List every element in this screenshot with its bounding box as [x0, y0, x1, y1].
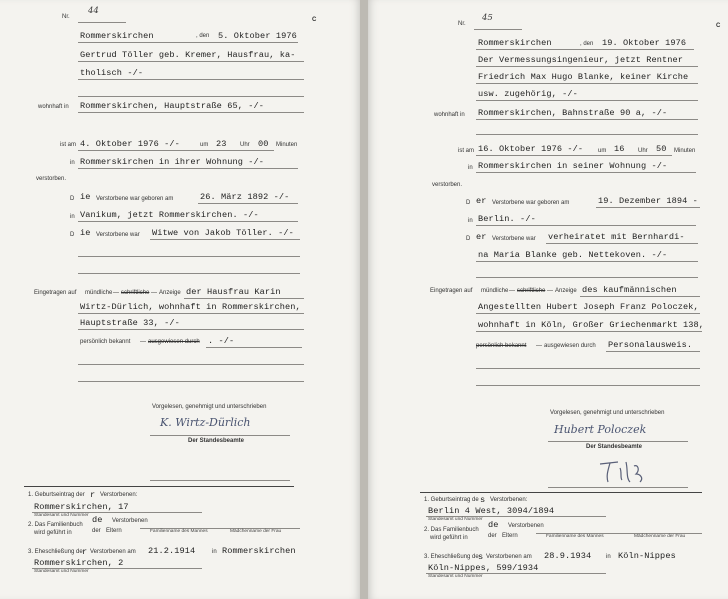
- eingetragen-label: Eingetragen auf: [34, 290, 77, 296]
- rule: [476, 385, 700, 386]
- geboren-label: Verstorbene war geboren am: [492, 200, 570, 206]
- um-label: um: [200, 142, 209, 148]
- family-book-der: der: [92, 528, 101, 534]
- rule: [546, 243, 698, 244]
- informant-signature: Hubert Poloczek: [554, 423, 647, 436]
- verstorben-label: verstorben.: [36, 176, 67, 182]
- rule: [78, 168, 298, 169]
- rule: [78, 112, 304, 113]
- birth-register: Rommerskirchen, 17: [34, 502, 129, 512]
- record-number: 44: [88, 6, 99, 16]
- rule: [476, 49, 694, 50]
- rule: [150, 239, 300, 240]
- rule: [198, 203, 298, 204]
- rule: [476, 100, 698, 101]
- d-fill: ie: [80, 228, 91, 238]
- informant-line-3: Hauptstraße 33, -/-: [80, 318, 180, 328]
- form-type-mark: C: [312, 17, 317, 23]
- marital-status-line-2: na Maria Blanke geb. Nettekoven. -/-: [478, 250, 668, 260]
- war-label: Verstorbene war: [492, 236, 536, 242]
- birth-register-fill: s: [480, 495, 486, 505]
- family-book-label-b: wird geführt in: [430, 535, 468, 541]
- bekannt-label: persönlich bekannt: [80, 339, 131, 345]
- marriage-label: 3. Eheschließung de: [28, 549, 83, 555]
- wohnhaft-label: wohnhaft in: [38, 104, 69, 110]
- footer-divider: [24, 486, 294, 487]
- minuten-label: Minuten: [276, 142, 298, 148]
- rule: [476, 331, 702, 332]
- informant-line-3: wohnhaft in Köln, Großer Griechenmarkt 138,: [478, 320, 705, 330]
- marriage-verstorbenen: Verstorbenen am: [90, 549, 136, 555]
- family-book-verstorbenen: Verstorbenen: [112, 518, 148, 524]
- right-record-page: [368, 0, 728, 599]
- marriage-date: 28.9.1934: [544, 551, 592, 561]
- rule: [78, 42, 298, 43]
- rule: [78, 273, 300, 274]
- rule: [476, 225, 696, 226]
- signature-line: [150, 480, 290, 481]
- rule: [78, 221, 298, 222]
- rule: [184, 298, 304, 299]
- family-book-de-fill: de: [92, 515, 103, 525]
- dash: —: [536, 343, 542, 349]
- rule: [580, 296, 700, 297]
- marriage-date: 21.2.1914: [148, 546, 196, 556]
- muendliche-label: mündliche: [85, 290, 113, 296]
- marriage-label: 3. Eheschließung de: [424, 554, 479, 560]
- schriftliche-label-struck: schriftliche: [121, 290, 150, 296]
- family-book-de-fill: de: [488, 520, 499, 530]
- ausgewiesen-label: ausgewiesen durch: [544, 343, 596, 349]
- signature-line: [548, 487, 688, 488]
- record-number: 45: [482, 13, 493, 23]
- birth-place: Vanikum, jetzt Rommerskirchen. -/-: [80, 210, 259, 220]
- marital-status-line-1: verheiratet mit Bernhardi-: [548, 232, 685, 242]
- birth-place: Berlin. -/-: [478, 214, 536, 224]
- deceased-line-2: Friedrich Max Hugo Blanke, keiner Kirche: [478, 72, 689, 82]
- dash: —: [140, 339, 146, 345]
- marriage-in: in: [212, 549, 217, 555]
- dash: —: [151, 290, 157, 296]
- marriage-register: Rommerskirchen, 2: [34, 558, 124, 568]
- residence: Rommerskirchen, Bahnstraße 90 a, -/-: [478, 108, 668, 118]
- rule: [476, 261, 698, 262]
- deceased-line-3: usw. zugehörig, -/-: [478, 89, 578, 99]
- informant-line-1: des kaufmännischen: [582, 285, 677, 295]
- vorgelesen-text: Vorgelesen, genehmigt und unterschrieben: [550, 410, 665, 416]
- rule: [78, 364, 304, 365]
- rule: [476, 172, 696, 173]
- standesamt-hint: Standesamt und Nummer: [428, 574, 483, 579]
- standesbeamte-label: Der Standesbeamte: [586, 444, 643, 450]
- family-name-hint: Familienname des Mannes: [150, 529, 208, 534]
- d-fill: er: [476, 232, 487, 242]
- d-prefix: D: [70, 232, 75, 238]
- maiden-name-hint: Mädchenname der Frau: [230, 529, 282, 534]
- d-fill: ie: [80, 192, 91, 202]
- left-record-page: [0, 0, 360, 599]
- in-label: in: [70, 160, 75, 166]
- deceased-line-1: Gertrud Töller geb. Kremer, Hausfrau, ka-: [80, 50, 296, 60]
- footer-divider: [420, 492, 702, 493]
- family-book-der: der: [488, 533, 497, 539]
- dash: —: [547, 288, 553, 294]
- rule: [474, 29, 522, 30]
- schriftliche-label-struck: schriftliche: [517, 288, 546, 294]
- um-label: um: [598, 148, 607, 154]
- death-place: Rommerskirchen in seiner Wohnung -/-: [478, 161, 668, 171]
- bekannt-label-struck: persönlich bekannt: [476, 343, 527, 349]
- war-label: Verstorbene war: [96, 232, 140, 238]
- marriage-fill: r: [82, 547, 88, 557]
- birth-date: 19. Dezember 1894 -: [598, 196, 698, 206]
- family-book-eltern: Eltern: [502, 533, 518, 539]
- rule: [78, 22, 126, 23]
- rule: [476, 368, 700, 369]
- standesamt-hint: Standesamt und Nummer: [34, 569, 89, 574]
- wohnhaft-label: wohnhaft in: [434, 112, 465, 118]
- rule: [476, 155, 672, 156]
- uhr-label: Uhr: [638, 148, 648, 154]
- book-gutter: [360, 0, 368, 599]
- in-label: in: [70, 214, 75, 220]
- den-label: , den: [580, 41, 594, 47]
- family-book-eltern: Eltern: [106, 528, 122, 534]
- marriage-place: Köln-Nippes: [618, 551, 676, 561]
- informant-line-2: Wirtz-Dürlich, wohnhaft in Rommerskirchen,: [80, 302, 301, 312]
- death-date: 16. Oktober 1976 -/-: [478, 144, 584, 154]
- death-minutes: 50: [656, 144, 667, 154]
- marriage-register: Köln-Nippes, 599/1934: [428, 563, 539, 573]
- rule: [78, 79, 304, 80]
- d-prefix: D: [70, 196, 75, 202]
- informant-signature: K. Wirtz-Dürlich: [160, 416, 251, 429]
- rule: [596, 207, 700, 208]
- marriage-verstorbenen: Verstorbenen am: [486, 554, 532, 560]
- rule: [78, 381, 304, 382]
- muendliche-label: mündliche: [481, 288, 509, 294]
- rule: [476, 66, 698, 67]
- uhr-label: Uhr: [240, 142, 250, 148]
- record-number-label: Nr.: [458, 21, 466, 27]
- signature-line: [150, 435, 290, 436]
- rule: [476, 134, 698, 135]
- rule: [78, 96, 304, 97]
- eingetragen-label: Eingetragen auf: [430, 288, 473, 294]
- birth-register-suffix: Verstorbenen:: [490, 497, 528, 503]
- family-book-label: 2. Das Familienbuch: [424, 527, 479, 533]
- vorgelesen-text: Vorgelesen, genehmigt und unterschrieben: [152, 404, 267, 410]
- rule: [78, 313, 304, 314]
- family-name-hint: Familienname des Mannes: [546, 534, 604, 539]
- rule: [78, 150, 274, 151]
- deceased-line-1: Der Vermessungsingenieur, jetzt Rentner: [478, 55, 684, 65]
- ist-am-label: ist am: [458, 148, 475, 154]
- registrar-signature-mark: [596, 456, 656, 486]
- identification: . -/-: [208, 336, 235, 346]
- rule: [78, 61, 304, 62]
- verstorben-label: verstorben.: [432, 182, 463, 188]
- rule: [606, 351, 700, 352]
- rule: [78, 329, 304, 330]
- standesamt-hint: Standesamt und Nummer: [34, 513, 89, 518]
- family-book-label: 2. Das Familienbuch: [28, 522, 83, 528]
- marital-status: Witwe von Jakob Töller. -/-: [152, 228, 294, 238]
- dash: —: [509, 288, 515, 294]
- standesbeamte-label: Der Standesbeamte: [188, 438, 245, 444]
- birth-register-label: 1. Geburtseintrag de: [424, 497, 479, 503]
- rule: [476, 119, 698, 120]
- informant-line-2: Angestellten Hubert Joseph Franz Poloczek,: [478, 302, 699, 312]
- marriage-place: Rommerskirchen: [222, 546, 296, 556]
- marriage-fill: s: [478, 552, 484, 562]
- d-prefix: D: [466, 200, 471, 206]
- rule: [206, 347, 302, 348]
- in-label: in: [468, 165, 473, 171]
- ist-am-label: ist am: [60, 142, 77, 148]
- birth-register-fill: r: [90, 490, 96, 500]
- standesamt-hint: Standesamt und Nummer: [428, 517, 483, 522]
- birth-register-label: 1. Geburtseintrag der: [28, 492, 85, 498]
- rule: [476, 277, 698, 278]
- anzeige-label: Anzeige: [555, 288, 577, 294]
- family-book-verstorbenen: Verstorbenen: [508, 523, 544, 529]
- d-fill: er: [476, 196, 487, 206]
- informant-line-1: der Hausfrau Karin: [186, 287, 281, 297]
- d-prefix: D: [466, 236, 471, 242]
- form-type-mark: C: [716, 23, 721, 29]
- marriage-in: in: [606, 554, 611, 560]
- den-label: , den: [196, 33, 210, 39]
- ausgewiesen-label-struck: ausgewiesen durch: [148, 339, 200, 345]
- registration-place: Rommerskirchen: [80, 31, 154, 41]
- signature-line: [548, 441, 688, 442]
- family-book-label-b: wird geführt in: [34, 530, 72, 536]
- rule: [476, 83, 698, 84]
- in-label: in: [468, 218, 473, 224]
- birth-date: 26. März 1892 -/-: [200, 192, 290, 202]
- record-number-label: Nr.: [62, 14, 70, 20]
- residence: Rommerskirchen, Hauptstraße 65, -/-: [80, 101, 264, 111]
- anzeige-label: Anzeige: [159, 290, 181, 296]
- death-place: Rommerskirchen in ihrer Wohnung -/-: [80, 157, 264, 167]
- registration-place: Rommerskirchen: [478, 38, 552, 48]
- dash: —: [113, 290, 119, 296]
- registration-date: 5. Oktober 1976: [218, 31, 297, 41]
- registration-date: 19. Oktober 1976: [602, 38, 687, 48]
- birth-register: Berlin 4 West, 3094/1894: [428, 506, 555, 516]
- birth-register-suffix: Verstorbenen:: [100, 492, 138, 498]
- maiden-name-hint: Mädchenname der Frau: [634, 534, 686, 539]
- rule: [78, 256, 300, 257]
- rule: [476, 313, 700, 314]
- death-date: 4. Oktober 1976 -/-: [80, 139, 180, 149]
- minuten-label: Minuten: [674, 148, 696, 154]
- geboren-label: Verstorbene war geboren am: [96, 196, 174, 202]
- identification: Personalausweis.: [608, 340, 693, 350]
- death-hour: 16: [614, 144, 625, 154]
- death-minutes: 00: [258, 139, 269, 149]
- death-hour: 23: [216, 139, 227, 149]
- deceased-line-2: tholisch -/-: [80, 68, 144, 78]
